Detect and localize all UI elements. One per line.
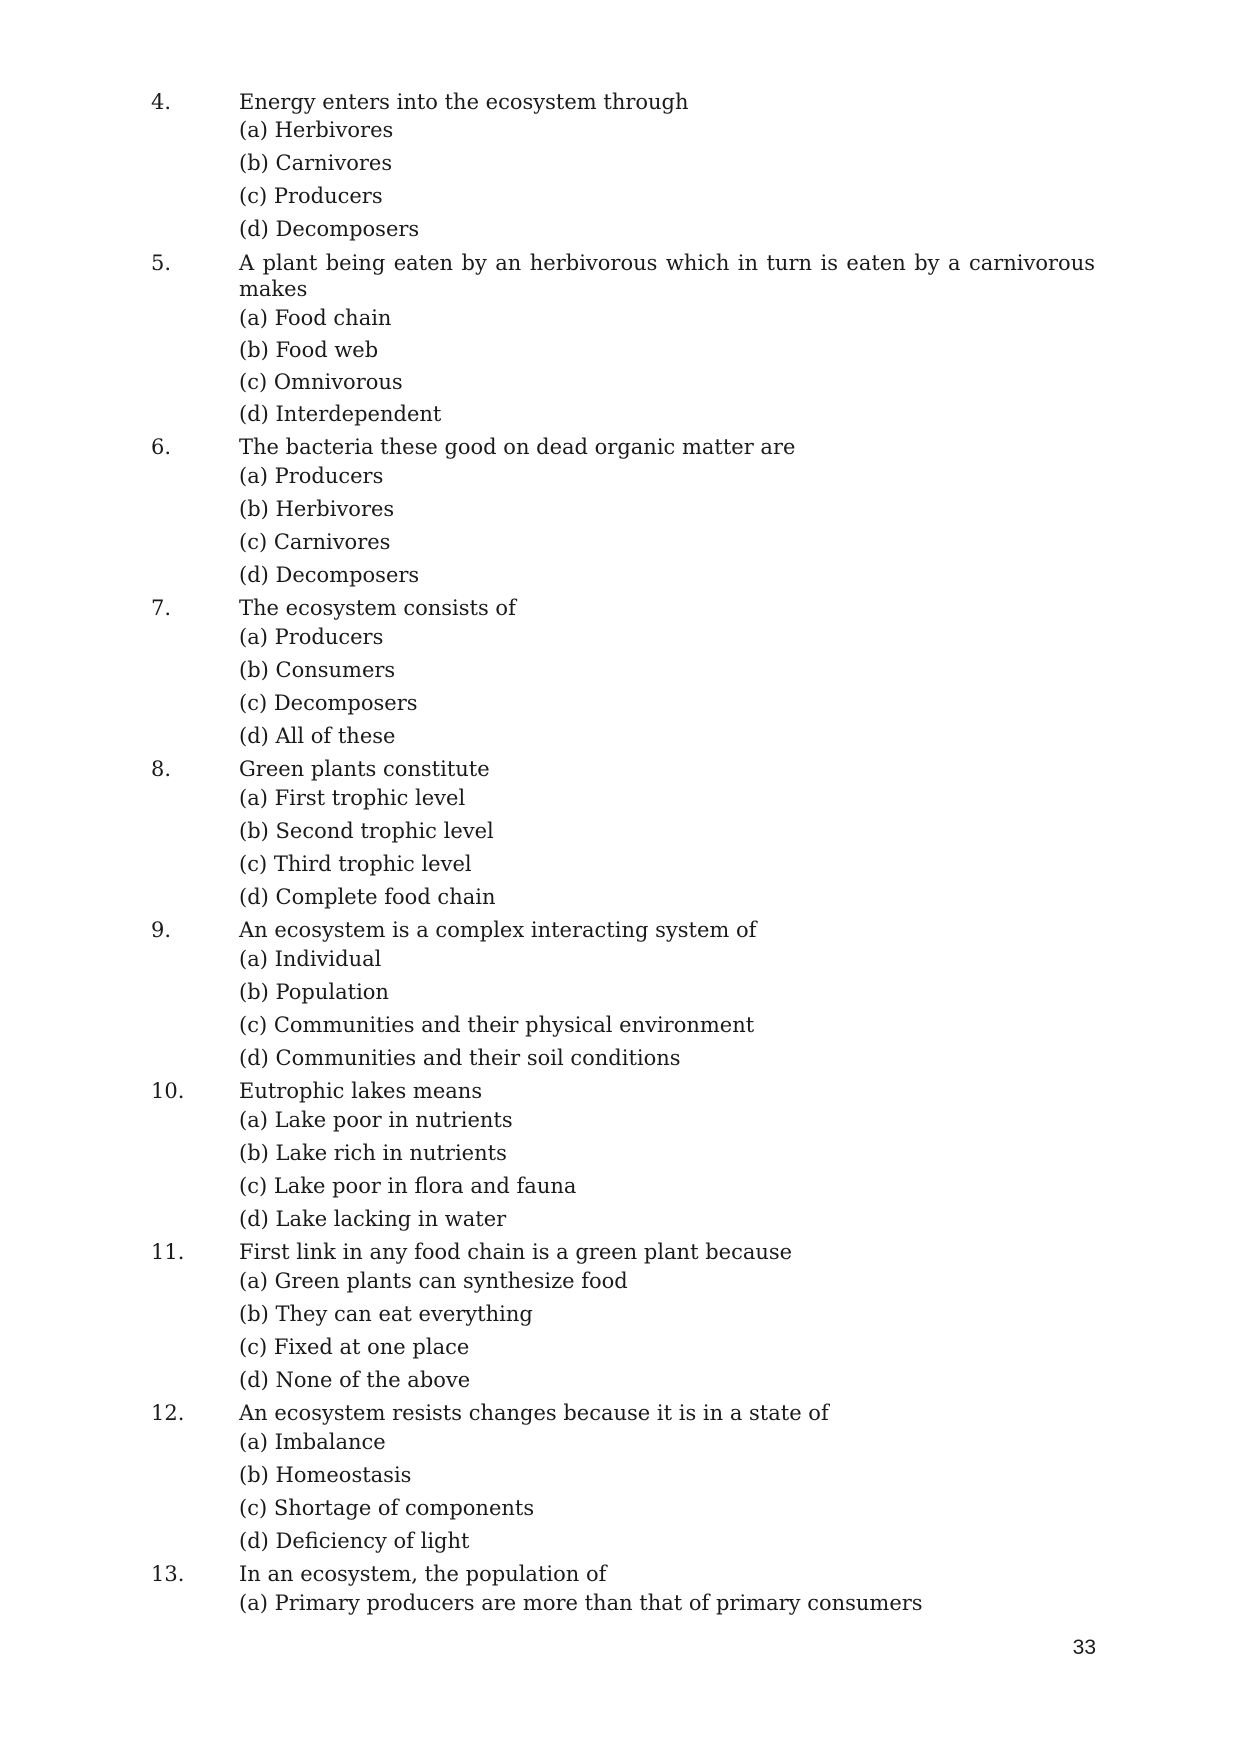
option-d: (d) Communities and their soil conditions: [239, 1046, 681, 1070]
question-text: A plant being eaten by an herbivorous which in turn is eaten by a carnivorous makes: [239, 251, 1095, 301]
question-number: 6.: [151, 435, 172, 459]
question-number: 8.: [151, 757, 172, 781]
option-d: (d) Lake lacking in water: [239, 1207, 507, 1231]
question-text: First link in any food chain is a green plant because: [239, 1240, 793, 1264]
question-number: 13.: [151, 1562, 185, 1586]
question-text: An ecosystem resists changes because it is in a state of: [239, 1401, 829, 1425]
question-number: 4.: [151, 90, 172, 114]
option-a: (a) Lake poor in nutrients: [239, 1108, 513, 1132]
question-number: 5.: [151, 251, 172, 275]
option-b: (b) Second trophic level: [239, 819, 494, 843]
option-d: (d) Decomposers: [239, 217, 420, 241]
option-c: (c) Carnivores: [239, 530, 391, 554]
question-number: 10.: [151, 1079, 185, 1103]
option-d: (d) Interdependent: [239, 402, 442, 426]
question-text: Eutrophic lakes means: [239, 1079, 483, 1103]
question-number: 7.: [151, 596, 172, 620]
question-text: The bacteria these good on dead organic matter are: [239, 435, 796, 459]
question-number: 11.: [151, 1240, 185, 1264]
option-b: (b) Herbivores: [239, 497, 395, 521]
option-a: (a) Herbivores: [239, 118, 394, 142]
question-text: An ecosystem is a complex interacting system of: [239, 918, 757, 942]
question-number: 9.: [151, 918, 172, 942]
question-text: Green plants constitute: [239, 757, 490, 781]
option-c: (c) Third trophic level: [239, 852, 472, 876]
question-number: 12.: [151, 1401, 185, 1425]
option-c: (c) Fixed at one place: [239, 1335, 470, 1359]
option-a: (a) First trophic level: [239, 786, 466, 810]
question-text: Energy enters into the ecosystem through: [239, 90, 689, 114]
option-b: (b) Lake rich in nutrients: [239, 1141, 507, 1165]
option-a: (a) Producers: [239, 625, 384, 649]
option-c: (c) Communities and their physical environment: [239, 1013, 755, 1037]
option-b: (b) Homeostasis: [239, 1463, 412, 1487]
option-d: (d) Complete food chain: [239, 885, 496, 909]
option-a: (a) Food chain: [239, 306, 392, 330]
option-d: (d) All of these: [239, 724, 396, 748]
option-c: (c) Decomposers: [239, 691, 418, 715]
option-c: (c) Lake poor in flora and fauna: [239, 1174, 577, 1198]
option-a: (a) Imbalance: [239, 1430, 386, 1454]
option-b: (b) Consumers: [239, 658, 396, 682]
page-number: 33: [1072, 1636, 1096, 1659]
question-text: The ecosystem consists of: [239, 596, 516, 620]
option-b: (b) Food web: [239, 338, 379, 362]
option-b: (b) Carnivores: [239, 151, 393, 175]
option-c: (c) Omnivorous: [239, 370, 403, 394]
option-a: (a) Individual: [239, 947, 382, 971]
option-d: (d) Deficiency of light: [239, 1529, 470, 1553]
option-d: (d) Decomposers: [239, 563, 420, 587]
option-b: (b) Population: [239, 980, 389, 1004]
option-c: (c) Shortage of components: [239, 1496, 535, 1520]
option-a: (a) Primary producers are more than that of primary consumers: [239, 1591, 923, 1615]
option-a: (a) Green plants can synthesize food: [239, 1269, 628, 1293]
question-text: In an ecosystem, the population of: [239, 1562, 607, 1586]
option-a: (a) Producers: [239, 464, 384, 488]
option-b: (b) They can eat everything: [239, 1302, 533, 1326]
option-d: (d) None of the above: [239, 1368, 471, 1392]
option-c: (c) Producers: [239, 184, 383, 208]
